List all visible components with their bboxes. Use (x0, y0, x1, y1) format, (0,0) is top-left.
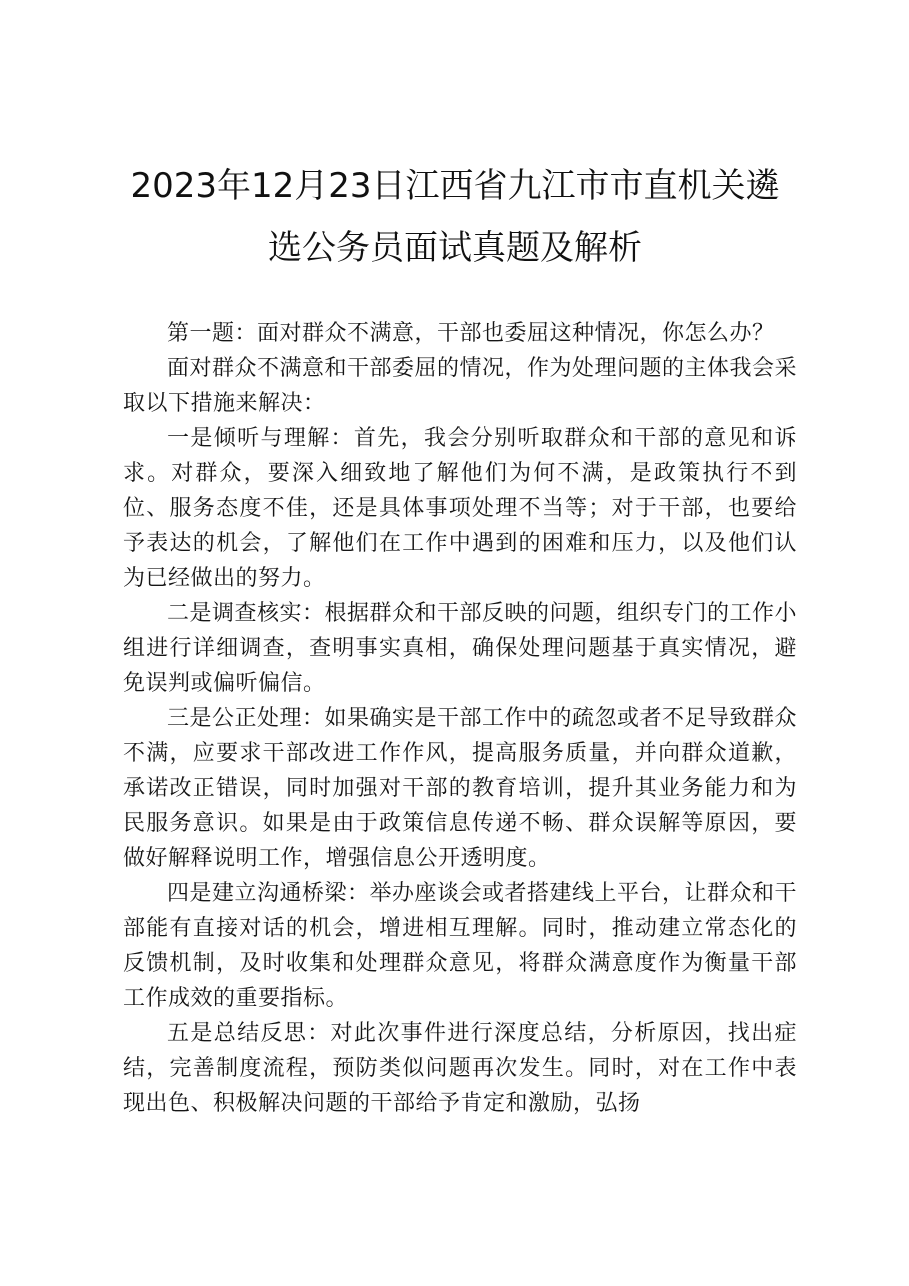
answer-point-5: 五是总结反思：对此次事件进行深度总结，分析原因，找出症结，完善制度流程，预防类似问题再次发生。同时，对在工作中表现出色、积极解决问题的干部给予肯定和激励，弘扬 (123, 1021, 797, 1116)
document-body (123, 316, 797, 1121)
answer-point-2: 二是调查核实：根据群众和干部反映的问题，组织专门的工作小组进行详细调查，查明事实真相，确保处理问题基于真实情况，避免误判或偏听偏信。 (123, 601, 798, 696)
answer-intro: 面对群众不满意和干部委屈的情况，作为处理问题的主体我会采取以下措施来解决： (123, 356, 798, 416)
title-line-1: 2023年12月23日江西省九江市市直机关遴 (130, 166, 780, 206)
answer-point-1: 一是倾听与理解：首先，我会分别听取群众和干部的意见和诉求。对群众，要深入细致地了解他们为何不满，是政策执行不到位、服务态度不佳，还是具体事项处理不当等；对于干部，也要给予表达的机会，了解他们在工作中遇到的困难和压力，以及他们认为已经做出的努力。 (123, 426, 797, 591)
document-title (110, 155, 800, 279)
answer-point-4: 四是建立沟通桥梁：举办座谈会或者搭建线上平台，让群众和干部能有直接对话的机会，增进相互理解。同时，推动建立常态化的反馈机制，及时收集和处理群众意见，将群众满意度作为衡量干部工作成效的重要指标。 (123, 881, 798, 1011)
answer-point-3: 三是公正处理：如果确实是干部工作中的疏忽或者不足导致群众不满，应要求干部改进工作作风，提高服务质量，并向群众道歉，承诺改正错误，同时加强对干部的教育培训，提升其业务能力和为民服务意识。如果是由于政策信息传递不畅、群众误解等原因，要做好解释说明工作，增强信息公开透明度。 (123, 706, 798, 871)
title-line-2: 选公务员面试真题及解析 (268, 228, 642, 268)
question-heading: 第一题：面对群众不满意，干部也委屈这种情况，你怎么办？ (167, 321, 775, 346)
